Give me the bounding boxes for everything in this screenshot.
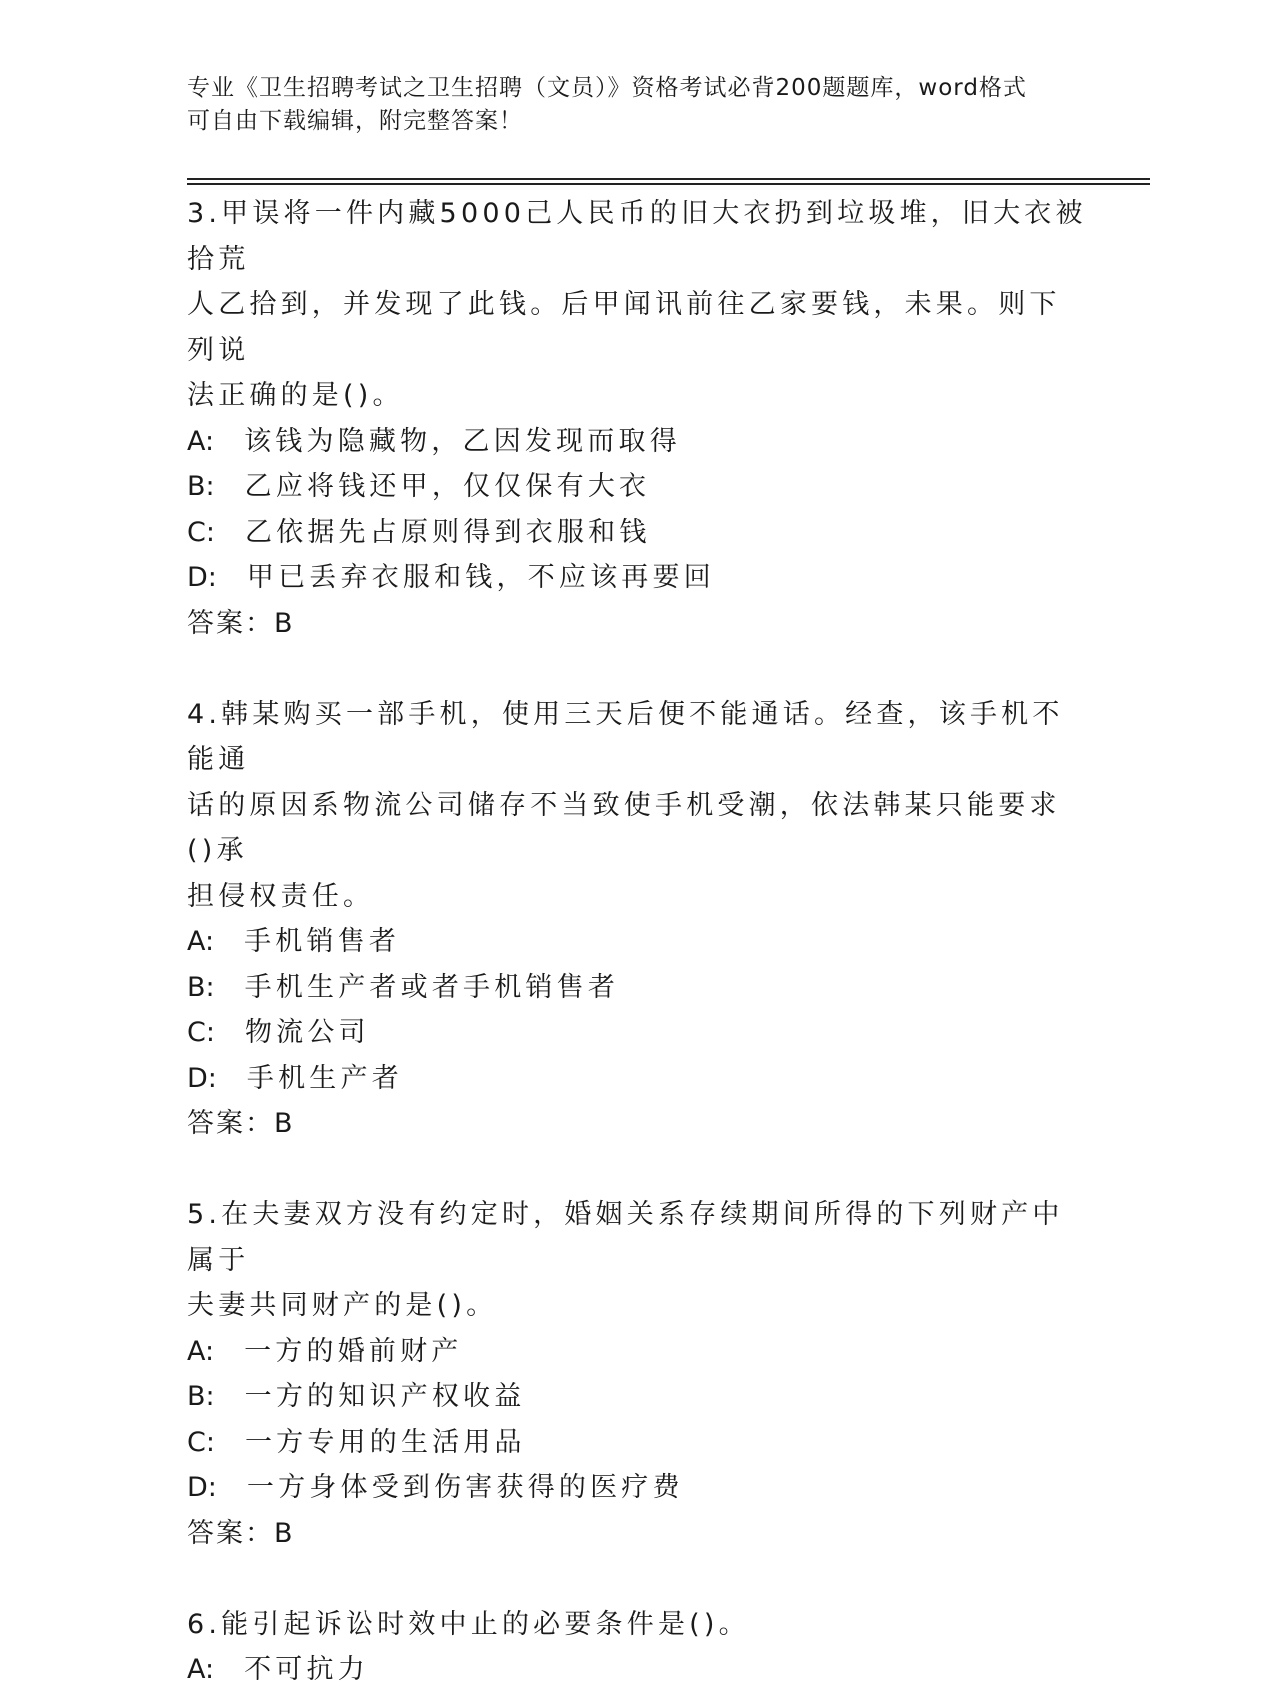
- option-b: [187, 1374, 1087, 1420]
- option-a: [187, 1647, 1087, 1693]
- option-a: [187, 1329, 1087, 1375]
- option-letter: B:: [187, 471, 215, 502]
- option-text: 手机销售者: [244, 926, 401, 957]
- question-block: [187, 191, 1087, 646]
- question-text-line: 5.在夫妻双方没有约定时，婚姻关系存续期间所得的下列财产中属于: [187, 1199, 1064, 1276]
- question-text-line: 担侵权责任。: [187, 880, 375, 912]
- header-divider-bottom: [187, 183, 1150, 185]
- question-text-line: 夫妻共同财产的是()。: [187, 1290, 498, 1321]
- option-text: 乙依据先占原则得到衣服和钱: [244, 516, 651, 548]
- option-letter: C:: [187, 1426, 215, 1458]
- option-c: [187, 510, 1087, 556]
- spacer: [187, 1556, 1087, 1602]
- header-line-1: 专业《卫生招聘考试之卫生招聘（文员）》资格考试必背200题题库，word格式: [187, 75, 1027, 101]
- option-c: [187, 1420, 1087, 1466]
- option-letter: A:: [187, 425, 215, 457]
- question-list: [187, 191, 1087, 1693]
- question-text-line: 法正确的是()。: [187, 380, 404, 411]
- option-letter: C:: [187, 516, 215, 548]
- option-d: [187, 1465, 1087, 1511]
- option-text: 乙应将钱还甲，仅仅保有大衣: [244, 471, 651, 502]
- option-text: 甲已丢弃衣服和钱，不应该再要回: [246, 562, 715, 593]
- header-divider-top: [187, 178, 1150, 180]
- option-text: 手机生产者: [246, 1062, 403, 1094]
- option-letter: D:: [187, 1472, 217, 1503]
- question-text-line: 话的原因系物流公司储存不当致使手机受潮，依法韩某只能要求()承: [187, 789, 1061, 866]
- question-block: [187, 692, 1087, 1147]
- option-text: 一方的知识产权收益: [244, 1381, 526, 1412]
- option-letter: A:: [187, 1654, 215, 1685]
- option-a: [187, 419, 1087, 465]
- answer-line: 答案：B: [187, 1517, 295, 1549]
- question-text-line: 4.韩某购买一部手机，使用三天后便不能通话。经查，该手机不能通: [187, 698, 1064, 775]
- option-text: 物流公司: [244, 1017, 370, 1048]
- option-letter: D:: [187, 562, 217, 593]
- option-b: [187, 464, 1087, 510]
- question-block: [187, 1602, 1087, 1693]
- option-text: 该钱为隐藏物，乙因发现而取得: [244, 425, 681, 457]
- option-c: [187, 1010, 1087, 1056]
- option-text: 不可抗力: [244, 1654, 369, 1685]
- option-letter: A:: [187, 1335, 215, 1367]
- option-letter: B:: [187, 971, 215, 1003]
- header-line-2: 可自由下载编辑，附完整答案！: [187, 108, 523, 134]
- option-text: 手机生产者或者手机销售者: [244, 971, 620, 1003]
- option-a: [187, 919, 1087, 965]
- question-text-line: 3.甲误将一件内藏5000己人民币的旧大衣扔到垃圾堆，旧大衣被拾荒: [187, 198, 1087, 275]
- option-d: [187, 555, 1087, 601]
- option-d: [187, 1056, 1087, 1102]
- option-b: [187, 965, 1087, 1011]
- option-letter: D:: [187, 1062, 217, 1094]
- option-letter: A:: [187, 926, 215, 957]
- document-header: [187, 72, 1087, 138]
- option-letter: C:: [187, 1017, 215, 1048]
- question-block: [187, 1192, 1087, 1556]
- spacer: [187, 646, 1087, 692]
- question-text-line: 人乙拾到，并发现了此钱。后甲闻讯前往乙家要钱，未果。则下列说: [187, 289, 1061, 366]
- option-text: 一方身体受到伤害获得的医疗费: [246, 1472, 684, 1503]
- answer-line: 答案：B: [187, 607, 295, 639]
- spacer: [187, 1147, 1087, 1193]
- option-text: 一方专用的生活用品: [244, 1426, 526, 1458]
- option-text: 一方的婚前财产: [244, 1335, 463, 1367]
- answer-line: 答案：B: [187, 1108, 295, 1139]
- option-letter: B:: [187, 1381, 215, 1412]
- question-text-line: 6.能引起诉讼时效中止的必要条件是()。: [187, 1608, 750, 1640]
